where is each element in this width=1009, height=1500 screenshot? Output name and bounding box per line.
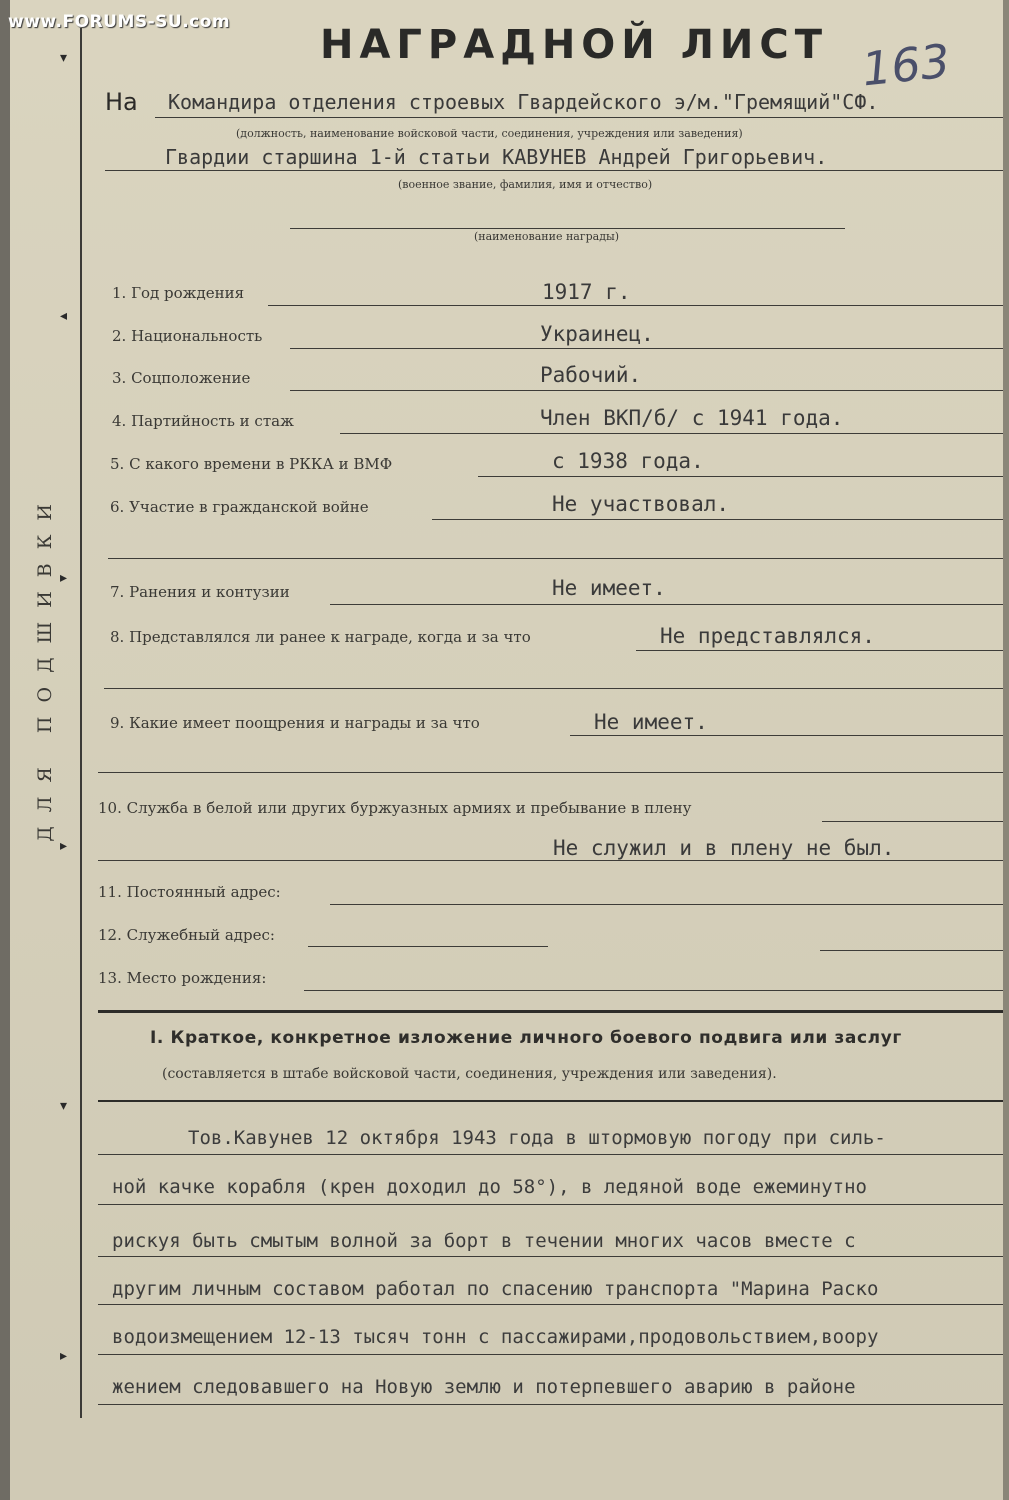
margin-tick-mark: ▸: [60, 1348, 68, 1364]
field-line: [290, 348, 1003, 349]
scan-left-edge: [0, 0, 10, 1500]
field-value-commendations: Не имеет.: [594, 710, 708, 734]
section-heading: I. Краткое, конкретное изложение личного боевого подвига или заслуг: [150, 1028, 902, 1048]
margin-tick-mark: ▸: [60, 838, 68, 854]
field-label-birth-year: 1. Год рождения: [112, 284, 245, 302]
position-line: [155, 117, 1003, 118]
binding-side-label: ДЛЯ ПОДШИВКИ: [34, 490, 56, 842]
field-value-previous-award: Не представлялся.: [660, 624, 875, 648]
field-label-service-since: 5. С какого времени в РККА и ВМФ: [110, 455, 393, 473]
field-line: [98, 860, 1003, 861]
field-label-wounds: 7. Ранения и контузии: [110, 583, 290, 601]
site-watermark: www.FORUMS-SU.com: [8, 12, 231, 32]
field-value-service-since: с 1938 года.: [552, 449, 704, 473]
document-title: НАГРАДНОЙ ЛИСТ: [320, 22, 829, 68]
narrative-line: жением следовавшего на Новую землю и потерпевшего аварию в районе: [112, 1376, 856, 1398]
margin-tick-mark: ◂: [60, 308, 68, 324]
na-prefix: На: [105, 88, 138, 116]
margin-tick-mark: ▾: [60, 50, 68, 66]
narrative-line: водоизмещением 12-13 тысяч тонн с пассажирами,продовольствием,воору: [112, 1326, 879, 1348]
field-label-social-status: 3. Соцположение: [112, 369, 251, 387]
narrative-rule: [98, 1256, 1003, 1257]
binding-margin-rule: [80, 28, 82, 1418]
field-label-service-address: 12. Служебный адрес:: [98, 926, 275, 944]
position-caption: (должность, наименование войсковой части, соединения, учреждения или заведения): [236, 127, 743, 140]
field-line: [570, 735, 1003, 736]
field-line: [478, 476, 1003, 477]
field-label-previous-award: 8. Представлялся ли ранее к награде, когда и за что: [110, 628, 531, 646]
rank-name-caption: (военное звание, фамилия, имя и отчество): [398, 178, 653, 191]
narrative-line: рискуя быть смытым волной за борт в течении многих часов вместе с: [112, 1230, 856, 1252]
narrative-line: другим личным составом работал по спасению транспорта "Марина Раско: [112, 1278, 879, 1300]
field-label-white-army: 10. Служба в белой или других буржуазных армиях и пребывание в плену: [98, 799, 692, 817]
narrative-line: Тов.Кавунев 12 октября 1943 года в штормовую погоду при силь-: [188, 1127, 886, 1149]
field-line: [636, 650, 1003, 651]
field-line: [108, 558, 1003, 559]
position-value: Командира отделения строевых Гвардейского э/м."Гремящий"СФ.: [168, 90, 879, 114]
handwritten-sheet-number: 163: [859, 33, 953, 97]
field-value-civil-war: Не участвовал.: [552, 492, 730, 516]
field-label-birthplace: 13. Место рождения:: [98, 969, 267, 987]
field-line: [268, 305, 1003, 306]
scan-right-edge: [1003, 0, 1009, 1500]
award-name-line: [290, 228, 845, 229]
field-label-party: 4. Партийность и стаж: [112, 412, 294, 430]
narrative-rule: [98, 1304, 1003, 1305]
narrative-rule: [98, 1404, 1003, 1405]
field-label-commendations: 9. Какие имеет поощрения и награды и за что: [110, 714, 480, 732]
section-divider: [98, 1010, 1003, 1013]
field-value-birth-year: 1917 г.: [542, 280, 631, 304]
field-line: [432, 519, 1003, 520]
field-line: [98, 772, 1003, 773]
field-value-nationality: Украинец.: [540, 322, 654, 346]
field-label-civil-war: 6. Участие в гражданской войне: [110, 498, 369, 516]
rank-name-line: [105, 170, 1003, 171]
field-value-party: Член ВКП/б/ с 1941 года.: [540, 406, 844, 430]
field-line: [330, 604, 1003, 605]
narrative-line: ной качке корабля (крен доходил до 58°), в ледяной воде ежеминутно: [112, 1176, 867, 1198]
section-divider: [98, 1100, 1003, 1102]
field-line: [820, 950, 1003, 951]
field-label-permanent-address: 11. Постоянный адрес:: [98, 883, 281, 901]
narrative-rule: [98, 1354, 1003, 1355]
field-value-social-status: Рабочий.: [540, 363, 642, 387]
rank-name-value: Гвардии старшина 1-й статьи КАВУНЕВ Андрей Григорьевич.: [165, 145, 828, 169]
margin-tick-mark: ▾: [60, 1098, 68, 1114]
narrative-rule: [98, 1204, 1003, 1205]
field-line: [308, 946, 548, 947]
field-line: [304, 990, 1003, 991]
margin-tick-mark: ▸: [60, 570, 68, 586]
field-label-nationality: 2. Национальность: [112, 327, 263, 345]
field-line: [340, 433, 1003, 434]
award-name-caption: (наименование награды): [474, 230, 620, 243]
narrative-rule: [98, 1154, 1003, 1155]
field-value-wounds: Не имеет.: [552, 576, 666, 600]
field-value-white-army: Не служил и в плену не был.: [553, 836, 895, 860]
field-line: [822, 821, 1003, 822]
field-line: [290, 390, 1003, 391]
field-line: [104, 688, 1003, 689]
field-line: [330, 904, 1003, 905]
section-subheading: (составляется в штабе войсковой части, соединения, учреждения или заведения).: [162, 1066, 777, 1082]
